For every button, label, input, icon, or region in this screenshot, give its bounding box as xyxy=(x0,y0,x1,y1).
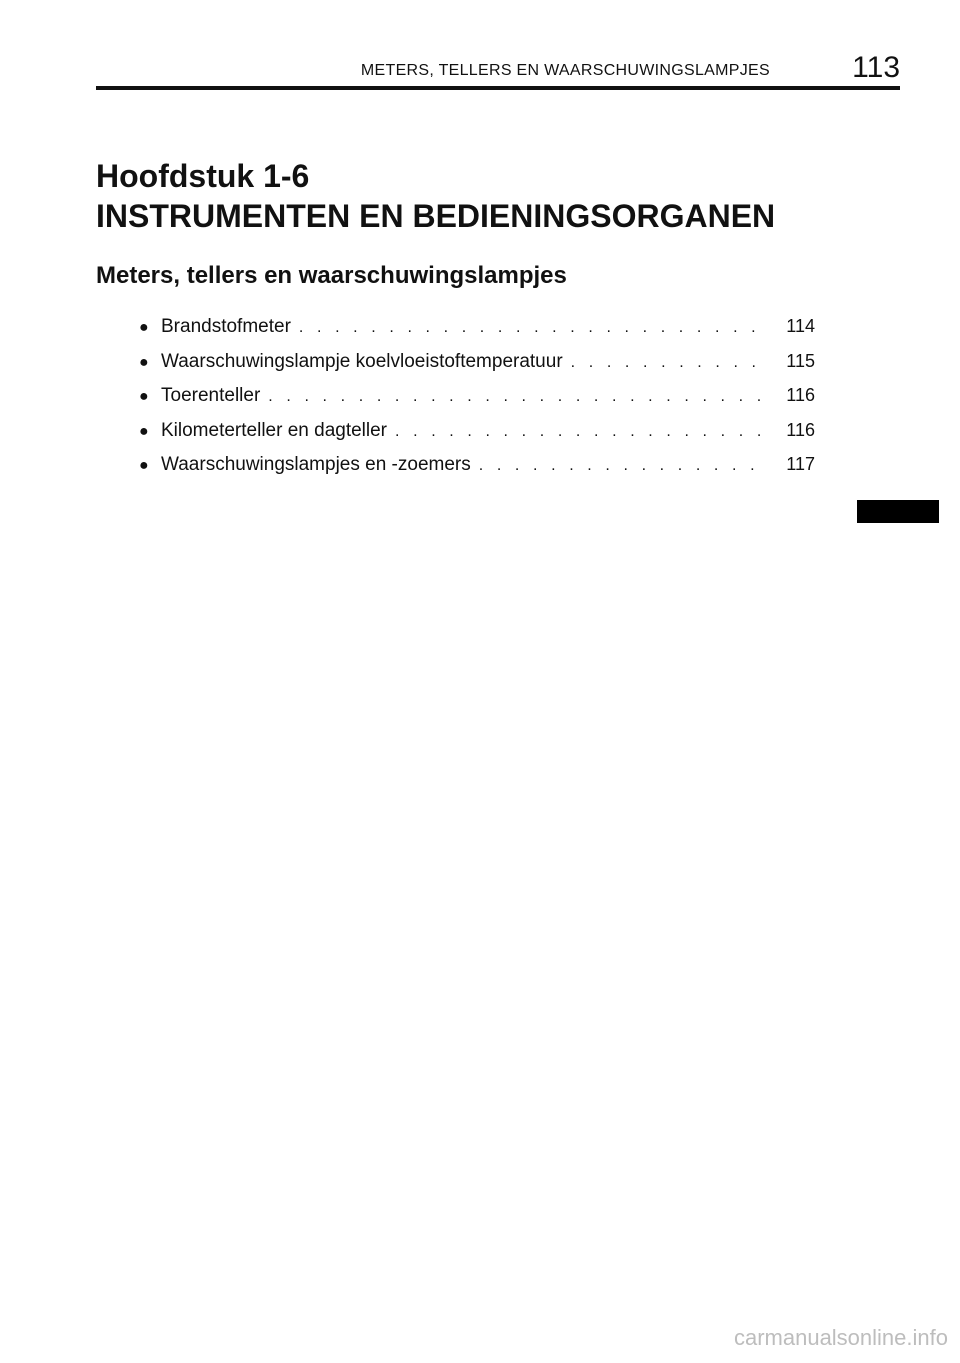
dot-leader xyxy=(395,418,767,446)
toc-entry[interactable] xyxy=(139,347,815,382)
toc-entry[interactable] xyxy=(139,450,815,485)
toc-entry[interactable] xyxy=(139,312,815,347)
dot-leader xyxy=(299,314,767,342)
bullet-icon: ● xyxy=(139,319,149,336)
toc-entry-label: Brandstofmeter xyxy=(161,316,291,337)
dot-leader xyxy=(268,383,767,411)
bullet-icon: ● xyxy=(139,422,149,440)
toc-entry-page: 114 xyxy=(786,316,815,336)
toc-entry-page: 116 xyxy=(786,419,815,440)
bullet-icon: ● xyxy=(139,353,149,371)
chapter-label: Hoofdstuk 1-6 xyxy=(96,158,310,194)
section-title: Meters, tellers en waarschuwingslampjes xyxy=(96,262,567,289)
running-header xyxy=(96,52,900,86)
dot-leader xyxy=(479,452,767,480)
bullet-icon: ● xyxy=(139,388,149,405)
toc-entry[interactable] xyxy=(139,381,815,416)
toc-entry-page: 116 xyxy=(786,385,815,405)
toc-entry-page: 117 xyxy=(786,454,815,474)
chapter-title: INSTRUMENTEN EN BEDIENINGSORGANEN xyxy=(96,198,776,234)
section-thumb-tab xyxy=(857,500,939,523)
toc-entry-label: Kilometerteller en dagteller xyxy=(161,419,388,441)
table-of-contents xyxy=(139,312,815,485)
toc-entry-label: Waarschuwingslampjes en -zoemers xyxy=(161,454,471,475)
header-rule xyxy=(96,86,900,90)
watermark: carmanualsonline.info xyxy=(733,1325,948,1350)
running-title: METERS, TELLERS EN WAARSCHUWINGSLAMPJES xyxy=(360,62,770,79)
toc-entry-label: Waarschuwingslampje koelvloeistoftemperatuur xyxy=(161,350,563,372)
toc-entry[interactable] xyxy=(139,416,815,451)
dot-leader xyxy=(571,349,767,377)
toc-entry-page: 115 xyxy=(786,350,815,371)
toc-entry-label: Toerenteller xyxy=(161,385,261,406)
page-number: 113 xyxy=(852,51,900,84)
bullet-icon: ● xyxy=(139,457,149,474)
